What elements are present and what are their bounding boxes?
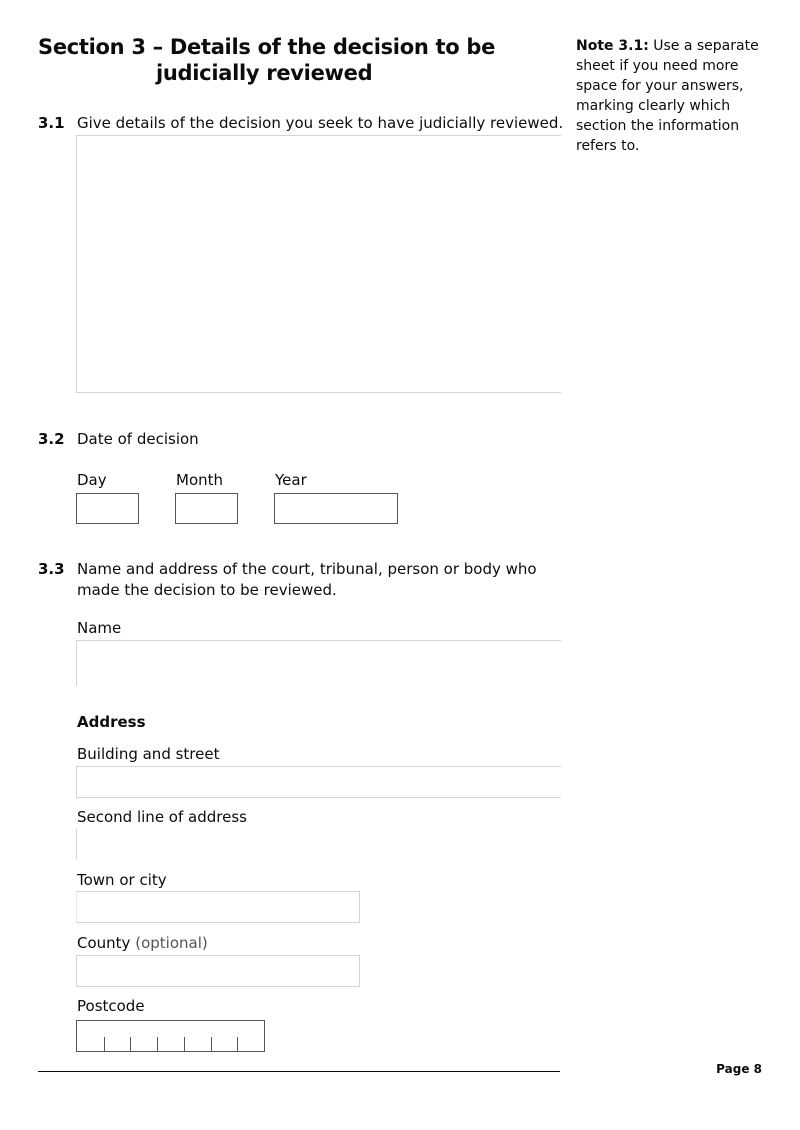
address-heading: Address: [77, 713, 146, 731]
town-city-label: Town or city: [77, 871, 167, 889]
postcode-cell[interactable]: [130, 1021, 157, 1051]
question-number-3-1: 3.1: [38, 114, 65, 132]
postcode-cell[interactable]: [77, 1021, 104, 1051]
building-street-input[interactable]: [76, 766, 561, 798]
postcode-cell[interactable]: [157, 1021, 184, 1051]
postcode-cell[interactable]: [211, 1021, 238, 1051]
page-number: Page 8: [716, 1062, 762, 1076]
note-text: Use a separate sheet if you need more space for your answers, marking clearly which section the information refers to.: [576, 38, 759, 154]
note-label: Note 3.1:: [576, 38, 649, 54]
second-line-input[interactable]: [76, 829, 561, 859]
postcode-cell[interactable]: [104, 1021, 131, 1051]
section-title-line1: Section 3 – Details of the decision to be: [38, 35, 496, 59]
postcode-cell[interactable]: [184, 1021, 211, 1051]
month-input[interactable]: [175, 493, 238, 524]
postcode-input[interactable]: [76, 1020, 265, 1052]
postcode-label: Postcode: [77, 997, 145, 1015]
year-input[interactable]: [274, 493, 398, 524]
name-input[interactable]: [76, 640, 561, 686]
county-label: [77, 934, 208, 952]
second-line-label: Second line of address: [77, 808, 247, 826]
name-label: Name: [77, 619, 122, 637]
year-label: Year: [275, 471, 307, 489]
question-text-3-1: Give details of the decision you seek to have judicially reviewed.: [77, 114, 564, 132]
town-city-input[interactable]: [76, 891, 360, 923]
question-number-3-2: 3.2: [38, 430, 65, 448]
question-text-3-2: Date of decision: [77, 430, 199, 448]
decision-details-textarea[interactable]: [76, 135, 561, 393]
postcode-cell[interactable]: [237, 1021, 264, 1051]
section-title: [38, 34, 558, 86]
county-optional-hint: (optional): [135, 934, 208, 952]
county-label-text: County: [77, 934, 131, 952]
section-title-line2: judicially reviewed: [156, 61, 373, 85]
building-street-label: Building and street: [77, 745, 220, 763]
day-label: Day: [77, 471, 107, 489]
day-input[interactable]: [76, 493, 139, 524]
question-text-3-3: Name and address of the court, tribunal, person or body who made the decision to be reviewed.: [77, 560, 537, 599]
note-3-1: [576, 36, 776, 156]
county-input[interactable]: [76, 955, 360, 987]
footer-rule: [38, 1071, 560, 1072]
month-label: Month: [176, 471, 224, 489]
question-number-3-3: 3.3: [38, 560, 65, 578]
